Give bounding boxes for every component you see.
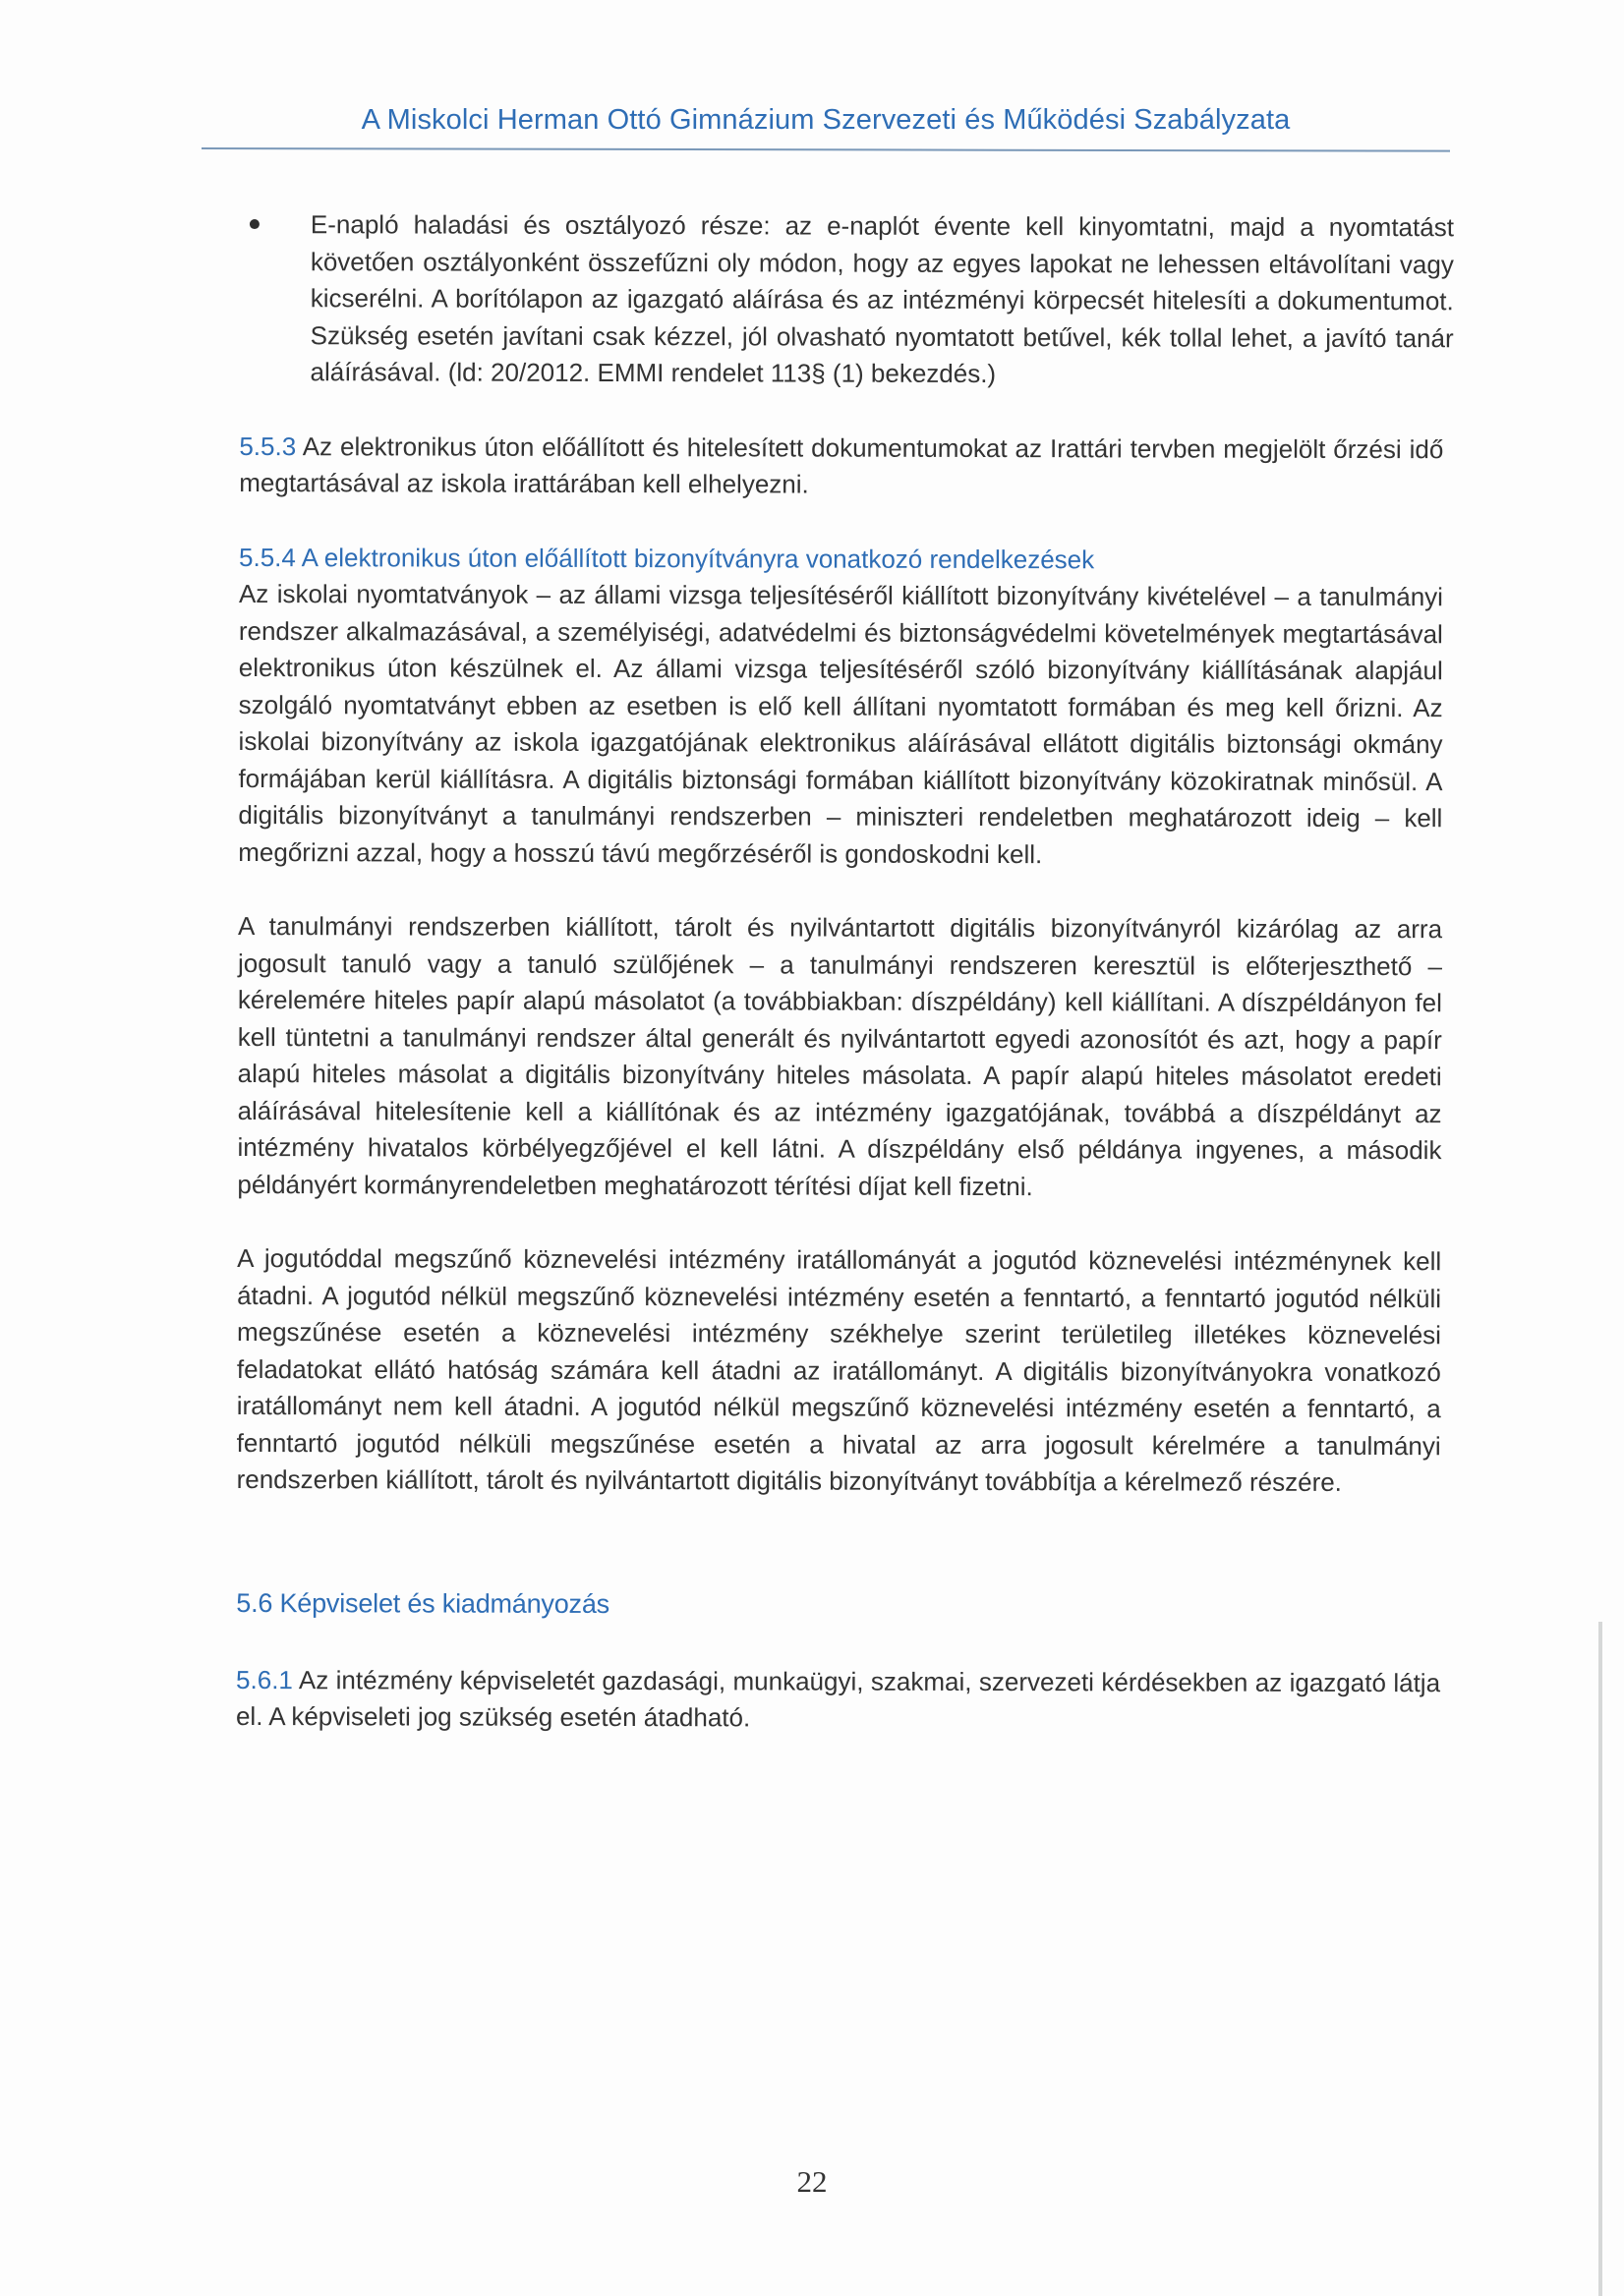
running-header [202,98,1450,157]
section-number: 5.6.1 [236,1664,293,1694]
section-5-6-1 [236,1661,1440,1738]
section-number: 5.5.3 [239,430,297,461]
section-5-5-3-paragraph [239,428,1443,504]
section-text: Az intézmény képviseletét gazdasági, munkaügyi, szakmai, szervezeti kérdésekben az igazgató látja el. A képviseleti jog szükség esetén átadható. [235,1664,1441,1733]
section-number: 5.5.4 [239,542,296,572]
section-5-6-1-paragraph [236,1661,1440,1738]
bullet-list-item [250,206,1454,394]
page-content [235,206,1454,1739]
section-title: A elektronikus úton előállított bizonyítványra vonatkozó rendelkezések [295,542,1095,574]
section-5-5-3 [239,428,1443,504]
header-divider [202,147,1450,152]
page-number: 22 [796,2164,828,2199]
bullet-text: E-napló haladási és osztályozó része: az e-naplót évente kell kinyomtatni, majd a nyomtatást követően osztályonként összefűzni oly módon, hogy az egyes lapokat ne lehessen eltávolítani vagy kicserélni. A borítólapon az igazgató aláírása és az intézményi körpecsét hitelesíti a dokumentumot. Szükség esetén javítani csak kézzel, jól olvasható nyomtatott betűvel, kék tollal lehet, a javító tanár aláírásával. (ld: 20/2012. EMMI rendelet 113§ (1) bekezdés.) [310,209,1454,389]
section-5-5-4 [237,539,1444,1501]
paragraph-display-copy: A tanulmányi rendszerben kiállított, tárolt és nyilvántartott digitális bizonyítványról kizárólag az arra jogosult tanuló vagy a tanuló szülőjének – a tanulmányi rendszeren keresztül is előterjeszthető – kérelemére hiteles papír alapú másolatot (a továbbiakban: díszpéldány) kell kiállítani. A díszpéldányon fel kell tüntetni a tanulmányi rendszer által generált és nyilvántartott egyedi azonosítót és azt, hogy a papír alapú hiteles másolat a digitális bizonyítvány hiteles másolata. A papír alapú hiteles másolatot eredeti aláírásával hitelesítenie kell a kiállítónak és az intézmény igazgatójának, továbbá a díszpéldányt az intézmény hivatalos körbélyegzőjével el kell látni. A díszpéldány első példánya ingyenes, a második példányért kormányrendeletben meghatározott térítési díjat kell fizetni. [237,910,1443,1201]
paragraph-records-transfer: A jogutóddal megszűnő köznevelési intézmény iratállományát a jogutód köznevelési intézménynek kell átadni. A jogutód nélkül megszűnő köznevelési intézmény esetén a fenntartó, a fenntartó jogutód nélküli megszűnése esetén a köznevelési intézmény székhelye szerint területileg illetékes köznevelési feladatokat ellátó hatóság számára kell átadni az iratállományt. A digitális bizonyítványokra vonatkozó iratállományt nem kell átadni. A jogutód nélkül megszűnő köznevelési intézmény esetén a fenntartó, a fenntartó jogutód nélküli megszűnése esetén a hivatal az arra jogosult kérelmére a tanulmányi rendszerben kiállított, tárolt és nyilvántartott digitális bizonyítványt továbbítja a kérelmező részére. [236,1242,1442,1497]
document-title: A Miskolci Herman Ottó Gimnázium Szervezeti és Működési Szabályzata [361,104,1291,136]
paragraph-digital-certificate: Az iskolai nyomtatványok – az állami vizsga teljesítéséről kiállított bizonyítvány kivételével – a tanulmányi rendszer alkalmazásával, a személyiségi, adatvédelmi és biztonságvédelmi követelmények megtartásával elektronikus úton készülnek el. Az állami vizsga teljesítéséről szóló bizonyítvány kiállításának alapjául szolgáló nyomtatványt ebben az esetben is elő kell állítani nyomtatott formában és meg kell őrizni. Az iskolai bizonyítvány az iskola igazgatójának elektronikus aláírásával ellátott digitális biztonsági okmány formájában kerül kiállításra. A digitális biztonsági formában kiállított bizonyítvány közokiratnak minősül. A digitális bizonyítványt a tanulmányi rendszerben – miniszteri rendeletben meghatározott ideig – kell megőrizni azzal, hogy a hosszú távú megőrzéséről is gondoskodni kell. [238,578,1444,869]
section-5-5-4-heading [239,539,1443,579]
bullet-icon [250,219,260,229]
section-5-6-heading: 5.6 Képviselet és kiadmányozás [236,1587,610,1619]
section-text: Az elektronikus úton előállított és hitelesített dokumentumokat az Irattári tervben megjelölt őrzési idő megtartásával az iskola irattárában kell elhelyezni. [239,430,1444,499]
